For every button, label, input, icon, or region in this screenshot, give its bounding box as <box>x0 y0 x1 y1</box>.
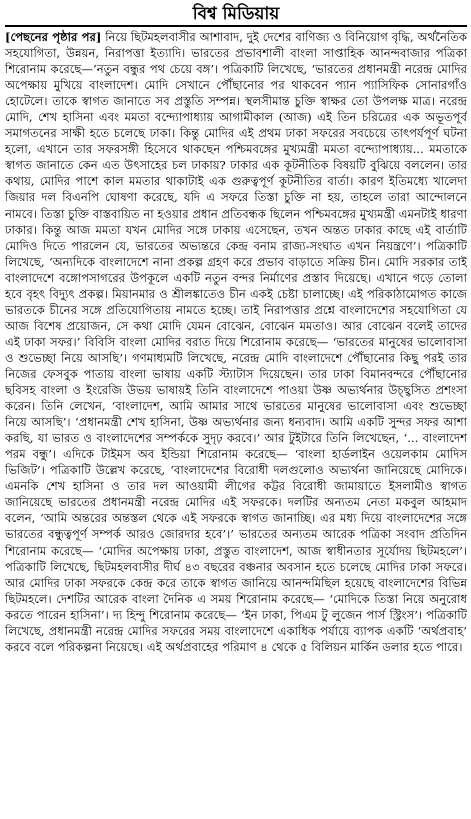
article-body <box>5 29 467 819</box>
continued-from-back-page-label: [পেছনের পৃষ্ঠার পর] <box>5 30 102 44</box>
article-headline: বিশ্ব মিডিয়ায় <box>5 4 467 27</box>
article-text: নিয়ে ছিটমহলবাসীর আশাবাদ, দুই দেশের বাণিজ্য ও বিনিয়োগ বৃদ্ধি, অর্থনৈতিক সহযোগিতা, উন্নয়ন, নিরাপত্তা ইত্যাদি। ভারতের প্রভাবশালী বাংলা সাপ্তাহিক আনন্দবাজার পত্রিকা শিরোনাম করেছে—‘নতুন বন্ধুর পথ চেয়ে বঙ্গ’। পত্রিকাটি লিখেছে, ‘ভারতের প্রধানমন্ত্রী নরেন্দ্র মোদির অপেক্ষায় মুখিয়ে বাংলাদেশ। মোদি সেখানে পৌঁছানোর পর থাকবেন প্যান প্যাসিফিক সোনারগাঁও হোটেলে। তাকে স্বাগত জানাতে সব প্রস্তুতি সম্পন্ন। স্থলসীমান্ত চুক্তি স্বাক্ষর তো উপলক্ষ মাত্র। নরেন্দ্র মোদি, শেখ হাসিনা এবং মমতা বন্দ্যোপাধ্যায় আগামীকাল (আজ) এই তিন চরিত্রের এক অভূতপূর্ব সমাগতনের সাক্ষী হতে চলেছে ঢাকা। কিন্তু মোদির এই প্রথম ঢাকা সফরের সবচেয়ে তাৎপর্যপূর্ণ ঘটনা হলো, এখানে তার সফরসঙ্গী হিসেবে থাকছেন পশ্চিমবঙ্গের মুখ্যমন্ত্রী মমতা বন্দ্যোপাধ্যায়... মমতাকে স্বাগত জানাতে কেন এত উৎসাহের চল ঢাকায়? ঢাকার এক কূটনীতিক বিষয়টি বুঝিয়ে বললেন। তার কথায়, মোদির পাশে কাল মমতার থাকাটাই এক গুরুত্বপূর্ণ কূটনীতির বার্তা। কারণ ইতিমধ্যে খালেদা জিয়ার দল বিএনপি ঘোষণা করেছে, যদি এ সফরে তিস্তা চুক্তি না হয়, তাহলে তারা আন্দোলনে নামবে। তিস্তা চুক্তি বাস্তবায়িত না হওয়ার প্রধান প্রতিবন্ধক ছিলেন পশ্চিমবঙ্গের মুখ্যমন্ত্রী এমনটাই ধারণা ঢাকার। কিন্তু আজ মমতা যখন মোদির সঙ্গে ঢাকায় এসেছেন, তখন অন্তত ঢাকার কাছে এই বার্তাটি মোদিও দিতে পারলেন যে, ভারতের অভ্যন্তরে কেন্দ্র বনাম রাজ্য-সংঘাত এখন নিয়ন্ত্রণে’। পত্রিকাটি লিখেছে, ‘অন্যদিকে বাংলাদেশে নানা প্রকল্প গ্রহণ করে প্রভাব বাড়াতে সক্রিয় চীন। মোদি সরকার তাই বাংলাদেশে বঙ্গোপসাগরের উপকূলে একটি নতুন বন্দর নির্মাণের প্রস্তাব দিয়েছে। এখানে গড়ে তোলা হবে বৃহৎ বিদ্যুৎ প্রকল্প। মিয়ানমার ও শ্রীলঙ্কাতেও চীন একই চেষ্টা চালাচ্ছে। এই পরিকাঠামোগত কাজে ভারতকে চীনের সঙ্গে প্রতিযোগিতায় নামতে হচ্ছে। তাই নিরাপত্তার প্রশ্নে বাংলাদেশের সহযোগিতা যে আজ বিশেষ প্রয়োজন, সে কথা মোদি যেমন বোঝেন, বোঝেন মমতাও। আর বোঝেন বলেই তাদের এই ঢাকা সফর।’ বিবিসি বাংলা মোদির বরাত দিয়ে শিরোনাম করেছে— ‘ভারতের মানুষের ভালোবাসা ও শুভেচ্ছা নিয়ে আসছি’। গণমাধ্যমটি লিখেছে, নরেন্দ্র মোদি বাংলাদেশে পৌঁছানোর কিছু পরই তার নিজের ফেসবুক পাতায় বাংলা ভাষায় একটি স্ট্যাটাস দিয়েছেন। তার ঢাকা বিমানবন্দরে পৌঁছানোর ছবিসহ বাংলা ও ইংরেজি উভয় ভাষায়ই তিনি বাংলাদেশে পাওয়া উষ্ণ অভ্যর্থনার উচ্ছ্বসিত প্রশংসা করেন। তিনি লেখেন, ‘বাংলাদেশ, আমি আমার সাথে ভারতের মানুষের ভালোবাসা এবং শুভেচ্ছা নিয়ে আসছি’। ‘প্রধানমন্ত্রী শেখ হাসিনা, উষ্ণ অভ্যর্থনার জন্য ধন্যবাদ। আমি একটি সুন্দর সফর আশা করছি, যা ভারত ও বাংলাদেশের সম্পর্ককে সুদৃঢ় করবে।’ আর টুইটারে তিনি লিখেছেন, ‘... বাংলাদেশ পরম বন্ধু’। এদিকে টাইমস অব ইন্ডিয়া শিরোনাম করেছে— ‘বাংলা হার্ডলাইন ওয়েলকাম মোদিস ভিজিট’। পত্রিকাটি উল্লেখ করেছে, ‘বাংলাদেশের বিরোধী দলগুলোও অভ্যর্থনা জানিয়েছে মোদিকে। এমনকি শেখ হাসিনা ও তার দল আওয়ামী লীগের কট্টর বিরোধী জামায়াতে ইসলামীও স্বাগত জানিয়েছে ভারতের প্রধানমন্ত্রী নরেন্দ্র মোদির এই সফরকে। দলটির অন্যতম নেতা মকবুল আহমাদ বলেন, ‘আমি অন্তরের অন্তস্তল থেকে এই সফরকে স্বাগত জানাচ্ছি। এর মধ্য দিয়ে বাংলাদেশের সঙ্গে ভারতের বন্ধুত্বপূর্ণ সম্পর্ক আরও জোরদার হবে’।’ ভারতের অন্যতম আরেক পত্রিকা সংবাদ প্রতিদিন শিরোনাম করেছে— ‘মোদির অপেক্ষায় ঢাকা, প্রস্তুত বাংলাদেশ, আজ স্বাধীনতার সূর্যোদয় ছিটমহলে’। পত্রিকাটি লিখেছে, ছিটমহলবাসীর দীর্ঘ ৪৩ বছরের বঞ্চনার অবসান হতে চলেছে মোদির ঢাকা সফরে। আর মোদির ঢাকা সফরকে কেন্দ্র করে তাকে স্বাগত জানিয়ে আনন্দমিছিল হয়েছে বাংলাদেশের বিভিন্ন ছিটমহলে। দেশটির আরেক বাংলা দৈনিক এ সময় শিরোনাম করেছে— ‘মোদিকে তিস্তা নিয়ে অনুরোধ করতে পারেন হাসিনা’। দ্য হিন্দু শিরোনাম করেছে— ‘ইন ঢাকা, পিএম টু লুজেন পার্স স্ট্রিংস’। পত্রিকাটি লিখেছে, প্রধানমন্ত্রী নরেন্দ্র মোদির সফরের সময় বাংলাদেশে একাধিক পর্যায়ে ব্যাপক একটি ‘অর্থপ্রবাহ’ করবে বলে পরিকল্পনা নিয়েছে। এই অর্থপ্রবাহের পরিমাণ ৪ থেকে ৫ বিলিয়ন মার্কিন ডলার হতে পারে। <box>5 30 467 654</box>
